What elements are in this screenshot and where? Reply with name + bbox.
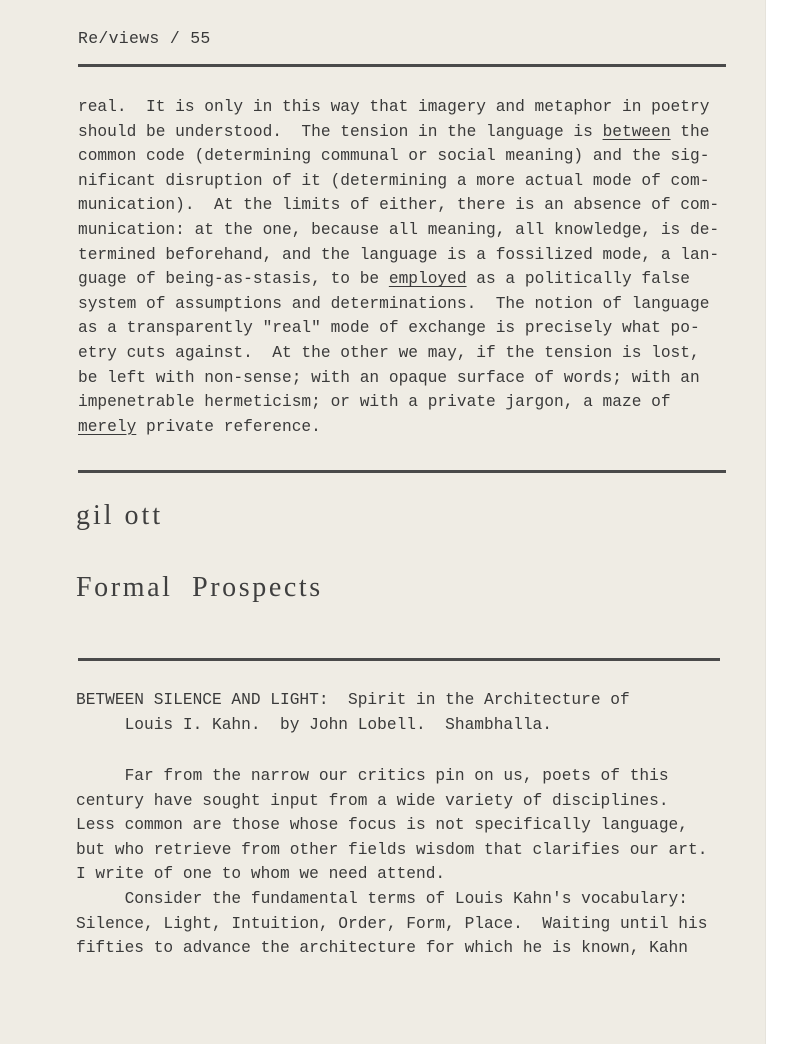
- text-segment: etry cuts against. At the other we may, if the tension is lost,: [78, 343, 700, 362]
- text-segment: system of assumptions and determinations. The notion of language: [78, 294, 710, 313]
- text-line: [78, 316, 719, 341]
- review-author: gil ott: [76, 500, 164, 531]
- text-segment: the: [670, 122, 710, 141]
- text-line: [78, 415, 719, 440]
- section-rule: [78, 470, 726, 473]
- text-line: [78, 267, 719, 292]
- text-segment: guage of being-as-stasis, to be: [78, 270, 389, 289]
- text-segment: private reference.: [136, 417, 321, 436]
- text-line: [78, 218, 719, 243]
- text-line: Far from the narrow our critics pin on us, poets of this: [76, 767, 669, 785]
- text-segment: as a transparently "real" mode of exchange is precisely what po-: [78, 319, 700, 338]
- text-segment: impenetrable hermeticism; or with a private jargon, a maze of: [78, 393, 671, 412]
- text-line: Louis I. Kahn. by John Lobell. Shambhalla.: [76, 715, 552, 734]
- text-line: [78, 292, 719, 317]
- text-line: [78, 120, 719, 145]
- book-citation: [76, 688, 630, 737]
- text-line: Silence, Light, Intuition, Order, Form, Place. Waiting until his: [76, 914, 708, 933]
- text-line: [78, 243, 719, 268]
- text-line: BETWEEN SILENCE AND LIGHT: Spirit in the Architecture of: [76, 691, 630, 709]
- text-line: [78, 193, 719, 218]
- text-line: Consider the fundamental terms of Louis Kahn's vocabulary:: [76, 889, 688, 908]
- text-segment: termined beforehand, and the language is a fossilized mode, a lan-: [78, 245, 720, 264]
- text-line: but who retrieve from other fields wisdom that clarifies our art.: [76, 840, 708, 859]
- review-title: Formal Prospects: [76, 572, 323, 603]
- underlined-word: between: [602, 122, 671, 141]
- review-body: [76, 764, 707, 961]
- text-segment: munication). At the limits of either, there is an absence of com-: [78, 196, 720, 215]
- text-segment: nificant disruption of it (determining a more actual mode of com-: [78, 171, 710, 190]
- underlined-word: employed: [388, 270, 467, 289]
- running-head: Re/views / 55: [78, 29, 211, 48]
- text-line: [78, 366, 719, 391]
- text-segment: as a politically false: [466, 270, 691, 289]
- text-segment: common code (determining communal or social meaning) and the sig-: [78, 147, 710, 166]
- text-line: [78, 95, 719, 120]
- text-segment: be left with non-sense; with an opaque surface of words; with an: [78, 368, 700, 387]
- underlined-word: merely: [78, 417, 137, 436]
- text-line: [78, 169, 719, 194]
- text-line: century have sought input from a wide variety of disciplines.: [76, 791, 669, 810]
- text-line: [78, 341, 719, 366]
- essay-text: [78, 95, 719, 439]
- text-line: fifties to advance the architecture for which he is known, Kahn: [76, 939, 688, 958]
- page-edge: [765, 0, 786, 1044]
- header-rule: [78, 64, 726, 67]
- text-line: Less common are those whose focus is not specifically language,: [76, 816, 688, 835]
- text-segment: real. It is only in this way that imagery and metaphor in poetry: [78, 98, 710, 116]
- title-rule: [78, 658, 720, 661]
- text-segment: should be understood. The tension in the language is: [78, 122, 603, 141]
- text-segment: munication: at the one, because all meaning, all knowledge, is de-: [78, 220, 720, 239]
- text-line: [78, 390, 719, 415]
- text-line: I write of one to whom we need attend.: [76, 865, 446, 884]
- text-line: [78, 144, 719, 169]
